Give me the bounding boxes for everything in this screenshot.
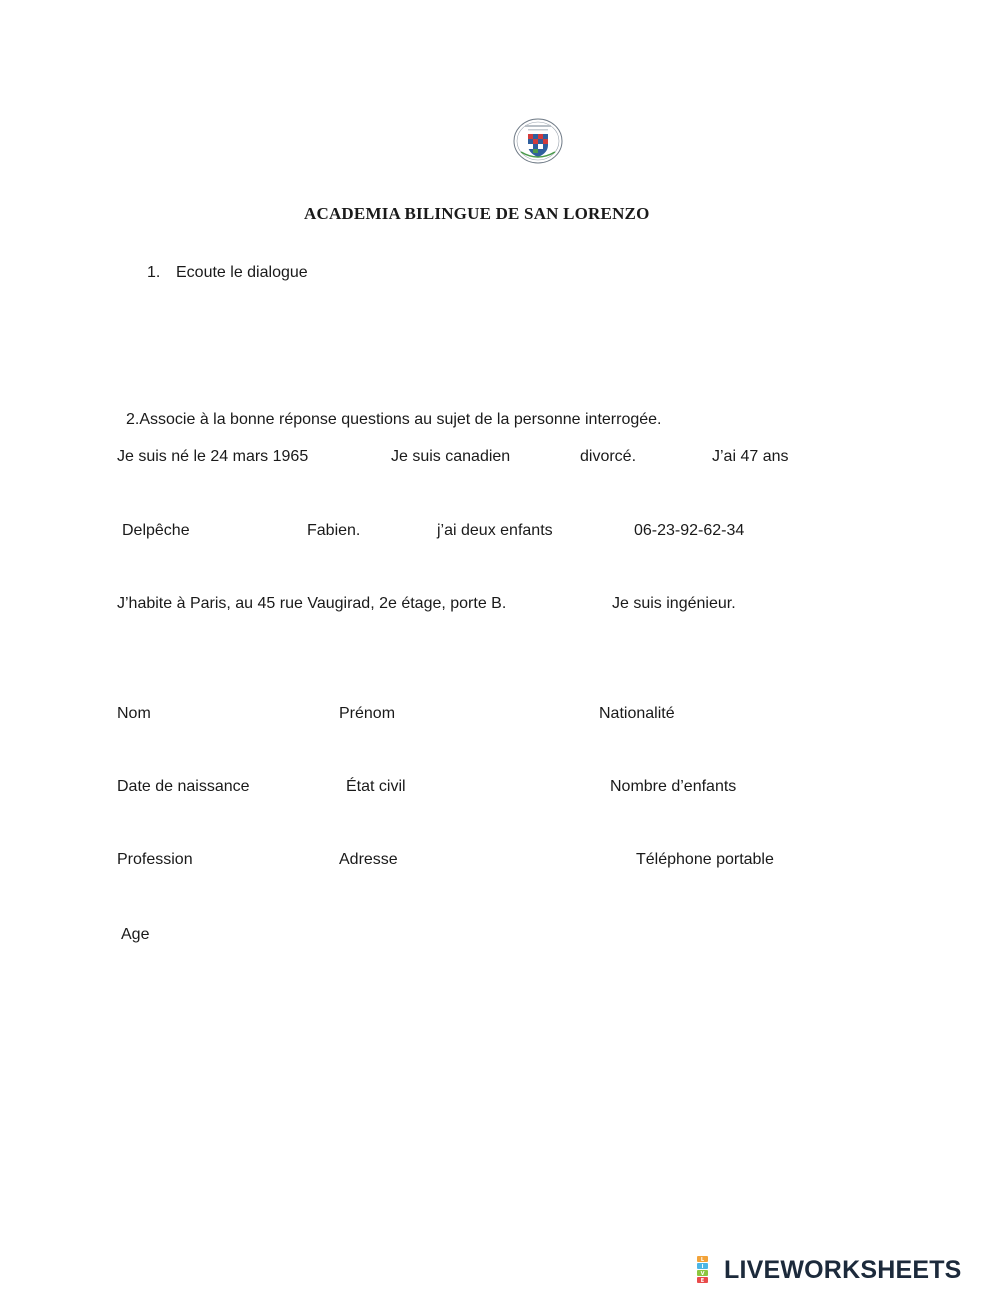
category-label: Nationalité [599,705,675,722]
exercise-1-label: Ecoute le dialogue [176,264,308,281]
category-label: État civil [346,778,406,795]
answer-option[interactable]: Je suis ingénieur. [612,595,736,612]
school-crest-logo [513,118,563,164]
tile-letter-v: V [700,1271,705,1277]
answer-option[interactable]: J’habite à Paris, au 45 rue Vaugirad, 2e étage, porte B. [117,595,507,612]
answer-option[interactable]: divorcé. [580,448,637,465]
exercise-1-number: 1. [147,264,161,281]
exercise-2-instruction: 2.Associe à la bonne réponse questions au sujet de la personne interrogée. [126,411,662,428]
category-label: Age [121,926,150,943]
answer-option[interactable]: J’ai 47 ans [712,448,789,465]
category-label: Prénom [339,705,396,722]
page-title: ACADEMIA BILINGUE DE SAN LORENZO [304,204,650,223]
category-label: Profession [117,851,193,868]
answer-option[interactable]: Je suis canadien [391,448,511,465]
category-label: Date de naissance [117,778,250,795]
category-label: Nom [117,705,151,722]
category-label: Nombre d’enfants [610,778,737,795]
category-label: Adresse [339,851,398,868]
live-tiles-icon [697,1256,721,1284]
liveworksheets-logo [697,1256,962,1284]
answer-option[interactable]: 06-23-92-62-34 [634,522,745,539]
liveworksheets-brand-text: LIVEWORKSHEETS [724,1255,962,1284]
tile-letter-e: E [700,1278,705,1284]
tile-letter-l: L [700,1257,705,1263]
answer-option[interactable]: j’ai deux enfants [437,522,553,539]
answer-option[interactable]: Fabien. [307,522,361,539]
tile-letter-i: I [701,1264,704,1270]
answer-option[interactable]: Delpêche [122,522,190,539]
category-label: Téléphone portable [636,851,774,868]
answer-option[interactable]: Je suis né le 24 mars 1965 [117,448,309,465]
